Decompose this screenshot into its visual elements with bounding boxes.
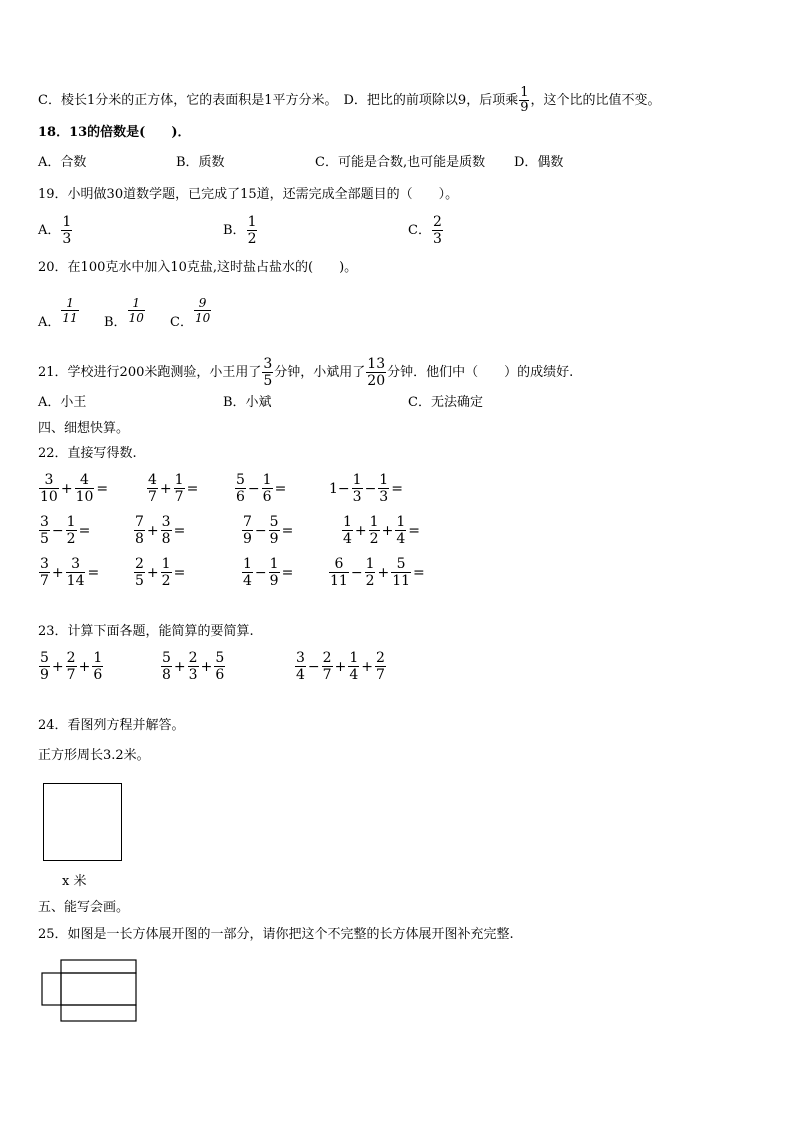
operator: + [51,564,64,581]
operator: = [96,480,109,497]
operator: = [391,480,403,497]
q21-option-a: A．小王 [38,395,87,410]
q18-option-b: B．质数 [176,155,225,170]
net-bottom-face [61,1005,136,1021]
square-figure [43,783,122,861]
q24-stem: 24．看图列方程并解答。 [38,718,185,733]
fraction: $\frac{7}{8}$ [135,514,144,547]
operator: + [361,658,373,675]
fraction: $\frac{1}{4}$ [343,514,352,547]
q22-expr [234,472,287,505]
fraction: $\frac{1}{6}$ [93,650,103,683]
operator: − [307,658,320,675]
q22-expr [328,556,426,589]
q18-option-c: C．可能是合数,也可能是质数 [315,155,486,170]
operator: + [60,480,73,497]
fraction: $\frac{3}{5}$ [40,514,49,547]
section-5-heading: 五、能写会画。 [38,900,130,915]
fraction: $\frac{5}{6}$ [215,650,225,683]
fraction: $\frac{3}{14}$ [66,556,85,589]
fraction: $\frac{5}{9}$ [40,650,49,683]
operator: + [377,564,390,581]
q23-expr [38,650,104,683]
cuboid-net-figure [38,955,140,1025]
q21-option-b: B．小斌 [223,395,272,410]
operator: = [274,480,287,497]
net-front-face [61,973,136,1005]
fraction: $\frac{3}{8}$ [161,514,171,547]
section-4-heading: 四、细想快算。 [38,421,130,436]
operator: = [281,564,294,581]
q20-option-c: C． $\frac{9}{10}$ [170,296,211,330]
q22-expr [241,514,294,547]
operator: + [354,522,367,539]
fraction: $\frac{5}{6}$ [236,472,245,505]
fraction: $\frac{1}{2}$ [66,514,76,547]
fraction: $\frac{3}{4}$ [296,650,305,683]
operator: − [254,522,267,539]
q20-option-b: B． $\frac{1}{10}$ [104,296,144,330]
fraction: $\frac{1}{3}$ [352,472,362,505]
q22-expr [133,514,186,547]
q22-stem: 22．直接写得数. [38,446,137,461]
net-top-face [61,960,136,973]
operator: − [51,522,64,539]
q22-expr [38,556,100,589]
q18-stem: 18．13的倍数是( )． [38,125,191,140]
q18-option-d: D．偶数 [514,155,564,170]
q21-option-c: C．无法确定 [408,395,483,410]
fraction: $\frac{1}{6}$ [262,472,272,505]
operator: − [350,564,363,581]
operator: + [173,658,186,675]
operator: = [186,480,199,497]
operator: = [173,564,186,581]
q18-option-a: A．合数 [38,155,87,170]
q17-option-d-prefix: D．把比的前项除以9，后项乘 [343,93,519,108]
operator: = [87,564,100,581]
q22-expr [146,472,199,505]
operator: + [381,522,394,539]
fraction: $\frac{1}{3}$ [379,472,389,505]
q22-expr [38,514,91,547]
net-side-face [42,973,61,1005]
q17-option-d-fraction: $\frac{1}{9}$ [520,85,529,115]
operator: + [146,564,159,581]
fraction: $\frac{7}{9}$ [243,514,252,547]
operator: = [413,564,425,581]
q22-expr [133,556,186,589]
fraction: $\frac{1}{4}$ [243,556,252,589]
operator: + [159,480,172,497]
operator: = [173,522,186,539]
operator: + [51,658,64,675]
fraction: $\frac{4}{10}$ [75,472,94,505]
q20-option-a: A． $\frac{1}{11}$ [38,296,78,330]
q19-option-b: B． $\frac{1}{2}$ [223,214,257,247]
operator: 1− [329,480,350,497]
operator: = [78,522,91,539]
fraction: $\frac{1}{4}$ [396,514,406,547]
fraction: $\frac{1}{2}$ [365,556,375,589]
fraction: $\frac{1}{2}$ [161,556,171,589]
q17-option-d-suffix: ，这个比的比值不变。 [530,93,661,108]
square-side-label: x 米 [62,874,87,889]
fraction: $\frac{4}{7}$ [148,472,157,505]
q20-stem: 20．在100克水中加入10克盐,这时盐占盐水的( )。 [38,260,358,275]
operator: + [146,522,159,539]
fraction: $\frac{1}{7}$ [174,472,184,505]
fraction: $\frac{6}{11}$ [330,556,348,589]
fraction: $\frac{5}{11}$ [392,556,411,589]
q17-options [38,86,661,115]
fraction: $\frac{2}{5}$ [135,556,144,589]
q25-stem: 25．如图是一长方体展开图的一部分，请你把这个不完整的长方体展开图补充完整. [38,927,514,942]
operator: − [254,564,267,581]
q22-expr [38,472,109,505]
fraction: $\frac{5}{9}$ [269,514,279,547]
q23-stem: 23．计算下面各题，能简算的要简算. [38,624,254,639]
q19-option-a: A． $\frac{1}{3}$ [38,214,72,247]
q21-stem: 21．学校进行200米跑测验，小王用了 $\frac{3}{5}$ 分钟，小斌用了 $\frac{13}{20}$ 分钟．他们中（ ）的成绩好. [38,356,574,389]
q19-option-c: C． $\frac{2}{3}$ [408,214,442,247]
fraction: $\frac{3}{10}$ [40,472,58,505]
operator: + [78,658,91,675]
q22-expr [341,514,421,547]
operator: = [408,522,420,539]
operator: − [364,480,377,497]
q24-given: 正方形周长3.2米。 [38,748,150,763]
fraction: $\frac{2}{7}$ [322,650,332,683]
fraction: $\frac{1}{4}$ [349,650,359,683]
fraction: $\frac{2}{7}$ [66,650,76,683]
operator: = [281,522,294,539]
fraction: $\frac{2}{7}$ [375,650,385,683]
fraction: $\frac{2}{3}$ [188,650,198,683]
operator: − [247,480,260,497]
fraction: $\frac{1}{9}$ [269,556,279,589]
q17-option-c: C．棱长1分米的正方体，它的表面积是1平方分米。 [38,93,338,108]
operator: + [200,658,213,675]
q19-stem: 19．小明做30道数学题，已完成了15道，还需完成全部题目的（ ）。 [38,187,459,202]
fraction: $\frac{5}{8}$ [162,650,171,683]
q22-expr [241,556,294,589]
q22-expr [328,472,404,505]
operator: + [334,658,347,675]
q23-expr [160,650,226,683]
fraction: $\frac{3}{7}$ [40,556,49,589]
fraction: $\frac{1}{2}$ [369,514,379,547]
q23-expr [294,650,387,683]
